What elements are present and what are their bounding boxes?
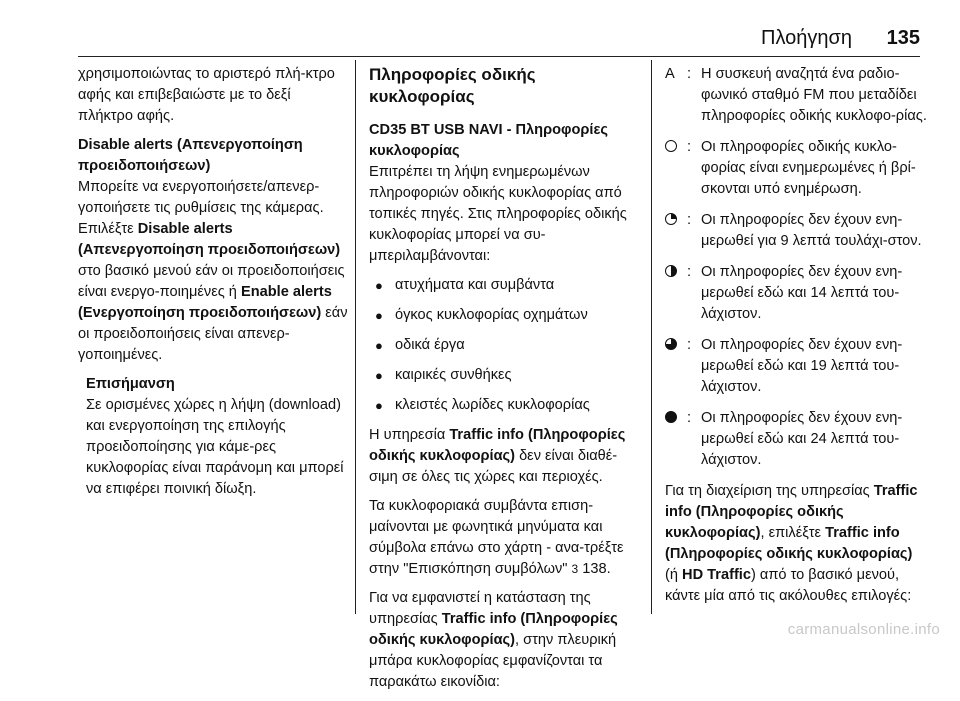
list-item: ● οδικά έργα [369,335,637,356]
disable-alerts-heading [78,135,348,177]
text-run: Για τη διαχείριση της υπηρεσίας [665,483,870,499]
traffic-info-subheading: CD35 BT USB NAVI - Πληροφορίες κυκλοφορίας [369,122,608,159]
symbol-cell [665,335,687,398]
traffic-info-menu-option: Traffic info (Πληροφορίες οδικής κυκλοφορίας) [665,525,913,562]
symbol-cell [665,262,687,325]
separator: : [687,410,692,426]
service-status-paragraph [369,588,637,693]
column-left [78,64,348,508]
symbol-row-19-min [665,335,929,398]
disable-alerts-heading-en: Disable alerts [78,137,173,153]
text-run: Η υπηρεσία [369,427,446,443]
separator: : [687,337,692,353]
symbol-description: Οι πληροφορίες δεν έχουν ενη-μερωθεί για 9 λεπτά τουλάχι-στον. [701,212,922,249]
symbol-cell [665,137,687,200]
symbol-description: Οι πληροφορίες δεν έχουν ενη-μερωθεί εδώ και 14 λεπτά του-λάχιστον. [701,264,903,322]
note-box [86,374,348,500]
text-run: Για να εμφανιστεί η κατάσταση της υπηρεσίας [369,590,591,627]
page-number: 135 [886,27,920,49]
text-run: Τα κυκλοφοριακά συμβάντα επιση-μαίνονται με φωνητικά μηνύματα και σύμβολα επάνω στο χάρτη - ανα-τρέξτε στην "Επισκόπηση συμβόλων" [369,498,624,577]
traffic-info-list [369,275,637,416]
symbol-cell [665,408,687,471]
option-disable-alerts-gr: (Απενεργοποίηση προειδοποιήσεων) [78,242,341,258]
list-item: ● κλειστές λωρίδες κυκλοφορίας [369,395,637,416]
letter-a-icon: A [665,66,675,82]
disable-alerts-heading-gr: (Απενεργοποίηση προειδοποιήσεων) [78,137,303,174]
select-disable-alerts-paragraph [78,219,348,366]
traffic-info-term: Traffic info (Πληροφορίες οδικής κυκλοφορίας) [369,611,618,648]
symbol-row-up-to-date [665,137,929,200]
separator: : [687,212,692,228]
watermark: carmanualsonline.info [787,621,940,638]
option-disable-alerts: Disable alerts [137,221,233,237]
column-divider-1 [355,60,356,614]
symbol-description: Η συσκευή αναζητά ένα ραδιο-φωνικό σταθμό FM που μεταδίδει πληροφορίες οδικής κυκλοφο-ρίας. [701,66,927,124]
separator: : [687,66,692,82]
text-run: , επιλέξτε [760,525,822,541]
symbol-row-searching [665,64,929,127]
traffic-events-paragraph [369,496,637,580]
option-enable-alerts-gr: (Ενεργοποίηση προειδοποιήσεων) [78,305,322,321]
page-reference: 138. [582,561,611,577]
list-item: ● όγκος κυκλοφορίας οχημάτων [369,305,637,326]
option-enable-alerts: Enable alerts [240,284,332,300]
column-middle [369,64,637,701]
camera-settings-paragraph: Μπορείτε να ενεργοποιήσετε/απενερ-γοποιήσετε τις ρυθμίσεις της κάμερας. [78,179,324,216]
note-title: Επισήμανση [86,376,175,392]
column-divider-2 [651,60,652,614]
circle-quarter-icon [665,213,677,225]
symbol-description: Οι πληροφορίες δεν έχουν ενη-μερωθεί εδώ και 24 λεπτά του-λάχιστον. [701,410,903,468]
list-item: ● ατυχήματα και συμβάντα [369,275,637,296]
manage-service-paragraph [665,481,929,607]
traffic-info-term: Traffic info (Πληροφορίες οδικής κυκλοφορίας) [665,483,918,541]
circle-full-icon [665,411,677,423]
service-availability-paragraph [369,425,637,488]
traffic-info-intro: Επιτρέπει τη λήψη ενημερωμένων πληροφοριών οδικής κυκλοφορίας από τοπικές πηγές. Στις πληροφορίες οδικής κυκλοφορίας μπορεί να συ-μπεριλαμβάνονται: [369,164,627,264]
symbol-row-14-min [665,262,929,325]
text-run: , στην πλευρική μπάρα κυκλοφορίας εμφανίζονται τα παρακάτω εικονίδια: [369,632,617,690]
section-title: Πλοήγηση [761,27,852,49]
symbol-description: Οι πληροφορίες δεν έχουν ενη-μερωθεί εδώ και 19 λεπτά του-λάχιστον. [701,337,903,395]
page-header [0,0,960,60]
text-run: δεν είναι διαθέ-σιμη σε όλες τις χώρες και περιοχές. [369,448,618,485]
page-reference-arrow-icon: 3 [571,562,579,576]
text-run: εάν οι προειδοποιήσεις είναι απενερ-γοποιημένες. [78,305,348,363]
separator: : [687,264,692,280]
circle-half-icon [665,265,677,277]
text-run: στο βασικό μενού εάν οι προειδοποιήσεις είναι ενεργο-ποιημένες ή [78,263,345,300]
column-right [665,64,929,615]
traffic-info-heading: Πληροφορίες οδικής κυκλοφορίας [369,65,536,106]
text-run: ) από το βασικό μενού, κάντε μία από τις ακόλουθες επιλογές: [665,567,912,604]
symbol-cell [665,210,687,252]
paragraph-continued: χρησιμοποιώντας το αριστερό πλή-κτρο αφής και επιβεβαιώστε με το δεξί πλήκτρο αφής. [78,66,335,124]
list-item: ● καιρικές συνθήκες [369,365,637,386]
symbol-row-24-min [665,408,929,471]
symbol-description: Οι πληροφορίες οδικής κυκλο-φορίας είναι ενημερωμένες ή βρί-σκονται υπό ενημέρωση. [701,139,916,197]
hd-traffic-option: HD Traffic [682,567,751,583]
circle-three-quarter-icon [665,338,677,350]
text-run: (ή [665,567,678,583]
header-rule [78,56,920,57]
separator: : [687,139,692,155]
traffic-info-term: Traffic info (Πληροφορίες οδικής κυκλοφορίας) [369,427,626,464]
symbol-row-9-min [665,210,929,252]
note-text: Σε ορισμένες χώρες η λήψη (download) και ενεργοποίηση της επιλογής προειδοποίησης για κάμε-ρες κυκλοφορίας είναι παράνομη και μπορεί να επιφέρει ποινική δίωξη. [86,397,344,497]
text-run: Επιλέξτε [78,221,134,237]
circle-empty-icon [665,140,677,152]
